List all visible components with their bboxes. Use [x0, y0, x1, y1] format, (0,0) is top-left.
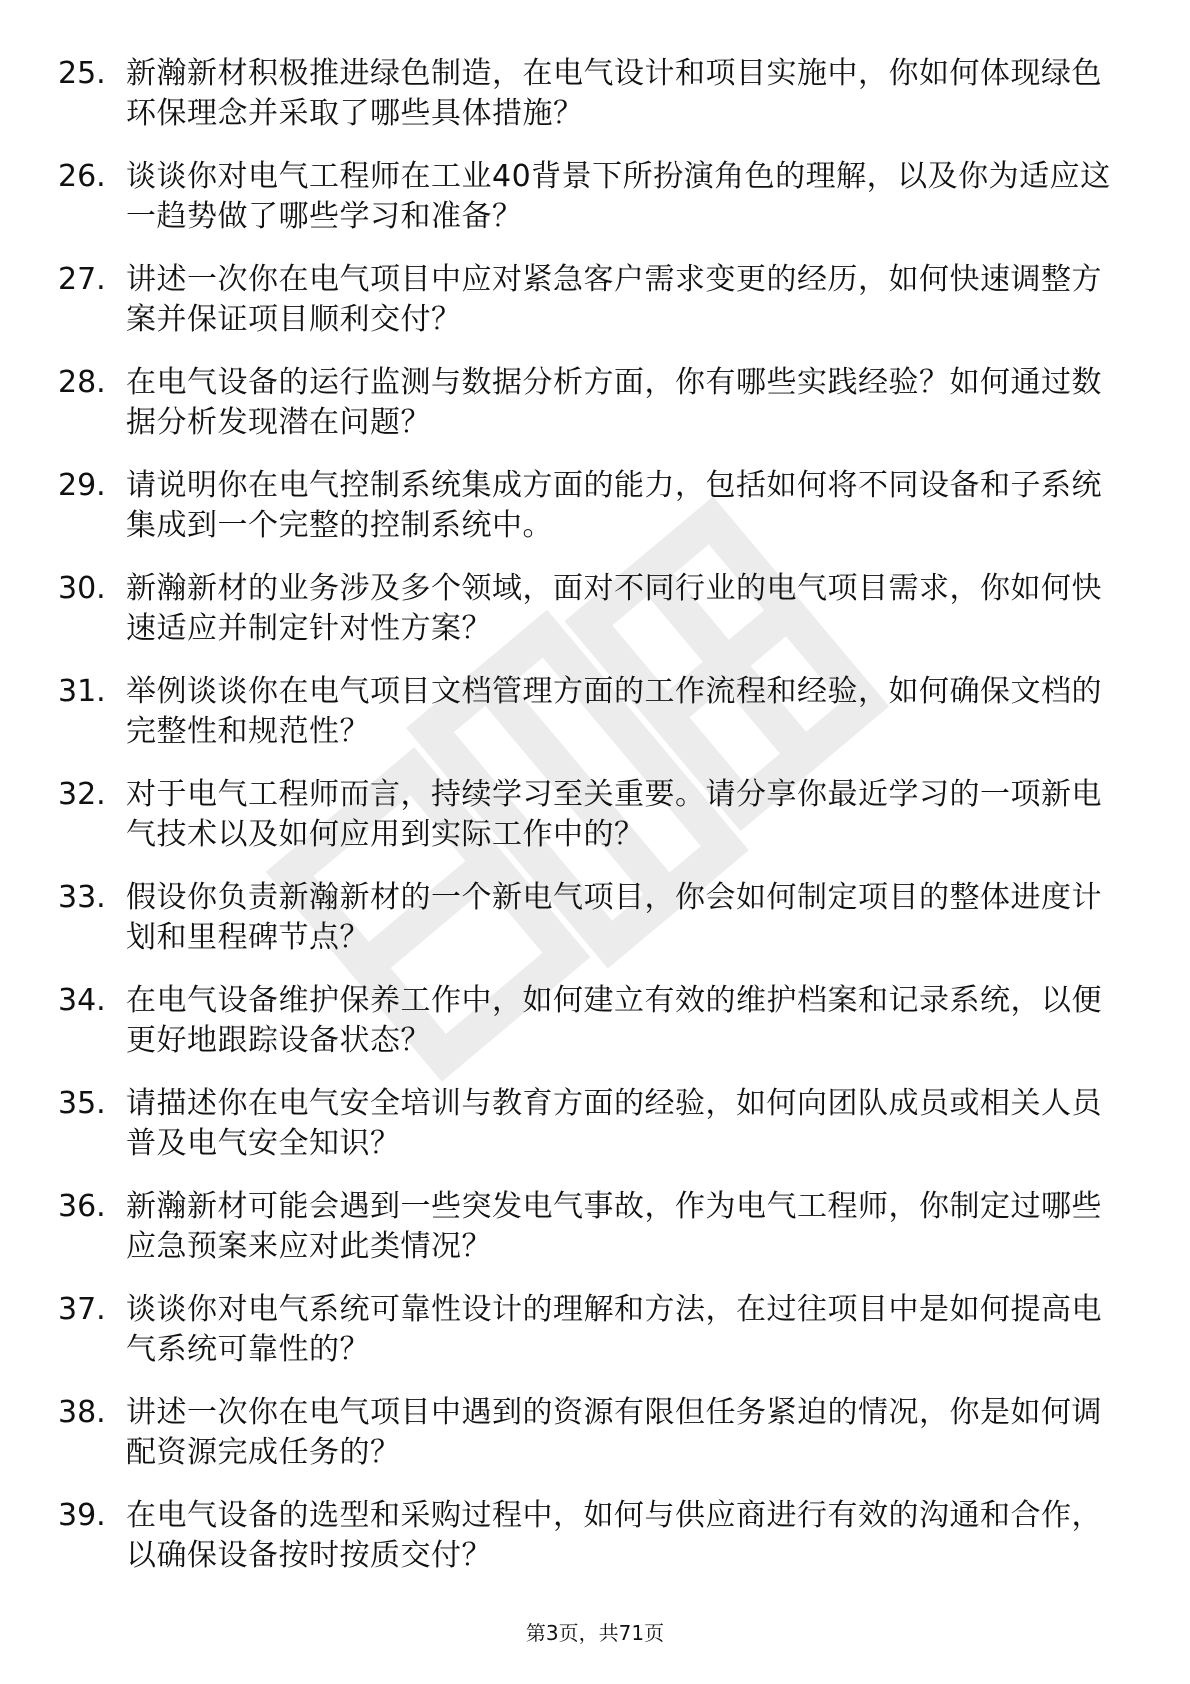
list-item-35: [58, 1084, 1118, 1187]
list-item-25: [58, 54, 1118, 157]
question-number: 34.: [58, 983, 106, 1018]
question-text: 请说明你在电气控制系统集成方面的能力，包括如何将不同设备和子系统集成到一个完整的控制系统中。: [126, 468, 1102, 543]
question-text: 新瀚新材积极推进绿色制造，在电气设计和项目实施中，你如何体现绿色环保理念并采取了哪些具体措施？: [126, 56, 1102, 131]
question-text: 请描述你在电气安全培训与教育方面的经验，如何向团队成员或相关人员普及电气安全知识？: [126, 1086, 1102, 1161]
question-number: 38.: [58, 1395, 106, 1430]
question-text: 新瀚新材可能会遇到一些突发电气事故，作为电气工程师，你制定过哪些应急预案来应对此类情况？: [126, 1189, 1102, 1264]
question-text: 讲述一次你在电气项目中应对紧急客户需求变更的经历，如何快速调整方案并保证项目顺利交付？: [126, 262, 1102, 337]
question-number: 30.: [58, 571, 106, 606]
question-text: 谈谈你对电气系统可靠性设计的理解和方法，在过往项目中是如何提高电气系统可靠性的？: [126, 1292, 1102, 1367]
list-item-30: [58, 569, 1118, 672]
page-number: 第3页，共71页: [525, 1621, 665, 1645]
list-item-36: [58, 1187, 1118, 1290]
question-number: 28.: [58, 365, 106, 400]
question-text: 讲述一次你在电气项目中遇到的资源有限但任务紧迫的情况，你是如何调配资源完成任务的？: [126, 1395, 1102, 1470]
list-item-39: [58, 1496, 1118, 1599]
question-text: 假设你负责新瀚新材的一个新电气项目，你会如何制定项目的整体进度计划和里程碑节点？: [126, 880, 1102, 955]
list-item-26: [58, 157, 1118, 260]
question-number: 29.: [58, 468, 106, 503]
list-item-29: [58, 466, 1118, 569]
question-number: 33.: [58, 880, 106, 915]
list-item-34: [58, 981, 1118, 1084]
list-item-32: [58, 775, 1118, 878]
list-item-27: [58, 260, 1118, 363]
question-number: 35.: [58, 1086, 106, 1121]
list-item-31: [58, 672, 1118, 775]
question-number: 36.: [58, 1189, 106, 1224]
question-text: 对于电气工程师而言，持续学习至关重要。请分享你最近学习的一项新电气技术以及如何应用到实际工作中的？: [126, 777, 1102, 852]
question-number: 32.: [58, 777, 106, 812]
question-number: 31.: [58, 674, 106, 709]
question-number: 25.: [58, 56, 106, 91]
question-text: 新瀚新材的业务涉及多个领域，面对不同行业的电气项目需求，你如何快速适应并制定针对性方案？: [126, 571, 1102, 646]
question-number: 37.: [58, 1292, 106, 1327]
list-item-33: [58, 878, 1118, 981]
question-number: 26.: [58, 159, 106, 194]
list-item-38: [58, 1393, 1118, 1496]
question-text: 举例谈谈你在电气项目文档管理方面的工作流程和经验，如何确保文档的完整性和规范性？: [126, 674, 1102, 749]
list-item-28: [58, 363, 1118, 466]
question-text: 在电气设备维护保养工作中，如何建立有效的维护档案和记录系统，以便更好地跟踪设备状态？: [126, 983, 1102, 1058]
question-text: 谈谈你对电气工程师在工业40背景下所扮演角色的理解，以及你为适应这一趋势做了哪些学习和准备？: [126, 159, 1111, 234]
question-text: 在电气设备的选型和采购过程中，如何与供应商进行有效的沟通和合作，以确保设备按时按质交付？: [126, 1498, 1102, 1573]
question-list: [58, 54, 1118, 1599]
question-number: 39.: [58, 1498, 106, 1533]
question-text: 在电气设备的运行监测与数据分析方面，你有哪些实践经验？如何通过数据分析发现潜在问题？: [126, 365, 1102, 440]
list-item-37: [58, 1290, 1118, 1393]
question-number: 27.: [58, 262, 106, 297]
